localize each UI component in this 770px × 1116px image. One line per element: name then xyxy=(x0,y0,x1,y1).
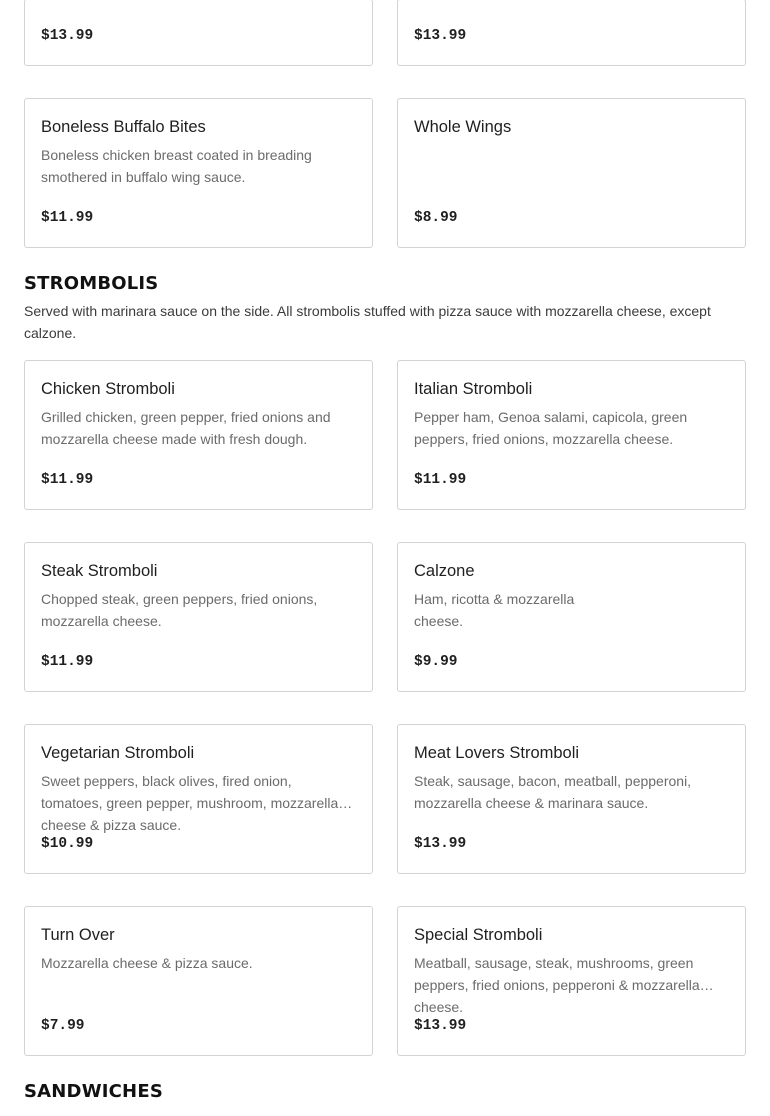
menu-item-card[interactable] xyxy=(24,906,373,1056)
menu-item-card[interactable] xyxy=(397,906,746,1056)
menu-item-card[interactable] xyxy=(397,0,746,66)
menu-item-card[interactable] xyxy=(397,542,746,692)
menu-item-card[interactable] xyxy=(24,360,373,510)
menu-item-name: Steak Stromboli xyxy=(41,562,158,580)
menu-item-card[interactable] xyxy=(24,98,373,248)
menu-item-description: Mozzarella cheese & pizza sauce. xyxy=(41,955,253,971)
menu-item-price: $13.99 xyxy=(41,28,94,44)
menu-item-price: $7.99 xyxy=(41,1018,85,1034)
menu-item-card[interactable] xyxy=(24,0,373,66)
menu-item-price: $11.99 xyxy=(41,472,94,488)
menu-item-name: Meat Lovers Stromboli xyxy=(414,744,580,762)
menu-item-price: $13.99 xyxy=(414,836,467,852)
menu-item-price: $13.99 xyxy=(414,28,467,44)
menu-item-description: Grilled chicken, green pepper, fried onions and mozzarella cheese made with fresh dough. xyxy=(41,409,331,447)
menu-item-description: Steak, sausage, bacon, meatball, pepperoni, mozzarella cheese & marinara sauce. xyxy=(414,773,692,811)
menu-item-name: Calzone xyxy=(414,562,475,580)
menu-item-price: $11.99 xyxy=(41,654,94,670)
menu-item-description: Boneless chicken breast coated in breading smothered in buffalo wing sauce. xyxy=(41,147,312,185)
menu-item-price: $9.99 xyxy=(414,654,458,670)
menu-item-price: $11.99 xyxy=(41,210,94,226)
menu-item-description: Pepper ham, Genoa salami, capicola, green peppers, fried onions, mozzarella cheese. xyxy=(414,409,688,447)
menu-item-name: Turn Over xyxy=(41,926,115,944)
menu-item-card[interactable] xyxy=(397,98,746,248)
menu-item-name: Vegetarian Stromboli xyxy=(41,744,195,762)
menu-item-price: $8.99 xyxy=(414,210,458,226)
menu-item-card[interactable] xyxy=(397,724,746,874)
menu-item-name: Boneless Buffalo Bites xyxy=(41,118,206,136)
menu-item-description: Chopped steak, green peppers, fried onions, mozzarella cheese. xyxy=(41,591,318,629)
section-title: STROMBOLIS xyxy=(24,273,159,294)
menu-item-price: $11.99 xyxy=(414,472,467,488)
menu-item-description: Meatball, sausage, steak, mushrooms, green peppers, fried onions, pepperoni & mozzarella cheese. xyxy=(414,955,700,1015)
menu-item-name: Chicken Stromboli xyxy=(41,380,175,398)
menu-item-card[interactable] xyxy=(24,724,373,874)
menu-item-card[interactable] xyxy=(397,360,746,510)
menu-item-price: $13.99 xyxy=(414,1018,467,1034)
menu-item-name: Italian Stromboli xyxy=(414,380,533,398)
menu-item-description: Sweet peppers, black olives, fired onion, tomatoes, green pepper, mushroom, mozzarella cheese & pizza sauce. xyxy=(41,773,339,833)
section-description: Served with marinara sauce on the side. All strombolis stuffed with pizza sauce with mozzarella cheese, except calzone. xyxy=(24,303,711,341)
section-title: SANDWICHES xyxy=(24,1081,163,1102)
menu-item-card[interactable] xyxy=(24,542,373,692)
menu-item-name: Whole Wings xyxy=(414,118,512,136)
menu-item-description: Ham, ricotta & mozzarella cheese. xyxy=(414,591,575,629)
menu-item-name: Special Stromboli xyxy=(414,926,543,944)
menu-item-price: $10.99 xyxy=(41,836,94,852)
